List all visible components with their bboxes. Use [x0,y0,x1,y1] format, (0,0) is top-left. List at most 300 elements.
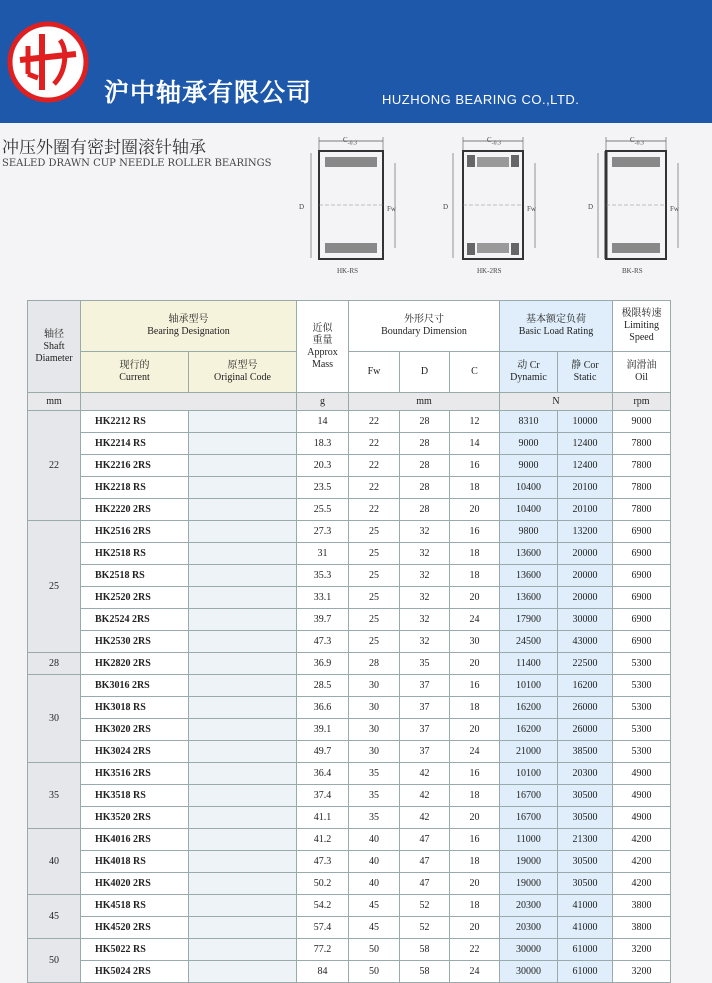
cell-d: 47 [400,829,450,851]
dim-c-label: $C_{-0.3}$ [343,136,357,147]
cell-mass: 50.2 [297,873,349,895]
cell-code: HK2216 2RS [81,455,189,477]
table-row [28,609,671,631]
cell-c: 20 [450,917,500,939]
shaft-diameter-cell: 28 [28,653,81,675]
cell-cr: 10100 [500,763,558,785]
cell-fw: 28 [349,653,400,675]
cell-oil: 4200 [613,873,671,895]
cell-oil: 6900 [613,521,671,543]
cell-c: 18 [450,543,500,565]
cell-code: HK2530 2RS [81,631,189,653]
cell-d: 28 [400,499,450,521]
cell-d: 52 [400,917,450,939]
cell-d: 47 [400,873,450,895]
cell-d: 28 [400,455,450,477]
cell-code: HK4520 2RS [81,917,189,939]
table-row [28,521,671,543]
table-row [28,719,671,741]
cell-cor: 20000 [558,587,613,609]
cell-c: 22 [450,939,500,961]
cell-code: HK2516 2RS [81,521,189,543]
cell-oil: 3800 [613,917,671,939]
cell-fw: 45 [349,917,400,939]
cell-cor: 22500 [558,653,613,675]
cell-fw: 30 [349,675,400,697]
cell-fw: 30 [349,719,400,741]
cell-mass: 33.1 [297,587,349,609]
cell-cor: 30000 [558,609,613,631]
cell-mass: 35.3 [297,565,349,587]
cell-d: 28 [400,433,450,455]
cell-cor: 30500 [558,807,613,829]
cell-code: HK2220 2RS [81,499,189,521]
dim-fw-label: Fw [527,205,536,213]
cell-oil: 9000 [613,411,671,433]
cell-fw: 35 [349,763,400,785]
cell-fw: 35 [349,807,400,829]
header-mass: 近似 重量 Approx Mass [297,301,349,393]
cell-original [189,917,297,939]
shaft-diameter-cell: 50 [28,939,81,983]
cell-cor: 21300 [558,829,613,851]
cell-code: HK2820 2RS [81,653,189,675]
cell-oil: 7800 [613,499,671,521]
cell-d: 58 [400,939,450,961]
cell-mass: 49.7 [297,741,349,763]
cell-oil: 4900 [613,785,671,807]
dim-c-label: $C_{-0.3}$ [487,136,501,147]
cell-d: 42 [400,807,450,829]
cell-original [189,785,297,807]
dim-c-label: $C_{-0.3}$ [630,136,644,147]
cell-code: HK3020 2RS [81,719,189,741]
cell-c: 18 [450,697,500,719]
cell-fw: 25 [349,543,400,565]
cell-code: HK3018 RS [81,697,189,719]
cell-mass: 20.3 [297,455,349,477]
cell-cr: 10400 [500,499,558,521]
cell-fw: 40 [349,851,400,873]
cell-mass: 39.1 [297,719,349,741]
cell-fw: 50 [349,961,400,983]
table-row [28,499,671,521]
cell-oil: 5300 [613,697,671,719]
cell-original [189,851,297,873]
cell-cor: 12400 [558,433,613,455]
cell-original [189,719,297,741]
unit-load: N [500,393,613,411]
header-boundary: 外形尺寸 Boundary Dimension [349,301,500,352]
dim-d-label: D [299,203,305,211]
header-designation: 轴承型号 Bearing Designation [81,301,297,352]
cell-mass: 41.2 [297,829,349,851]
header-banner [0,0,712,123]
cell-c: 20 [450,873,500,895]
cell-fw: 22 [349,433,400,455]
cell-oil: 3200 [613,961,671,983]
cell-cr: 16200 [500,719,558,741]
table-row [28,477,671,499]
cell-cor: 20300 [558,763,613,785]
cell-cor: 30500 [558,851,613,873]
table-row [28,939,671,961]
cell-cr: 9000 [500,433,558,455]
cell-code: HK2520 2RS [81,587,189,609]
cell-original [189,697,297,719]
cell-cr: 13600 [500,565,558,587]
cell-cor: 20000 [558,565,613,587]
cell-c: 12 [450,411,500,433]
cell-original [189,675,297,697]
cell-c: 20 [450,499,500,521]
cell-code: HK3520 2RS [81,807,189,829]
cell-cor: 26000 [558,719,613,741]
cell-cor: 12400 [558,455,613,477]
cell-original [189,499,297,521]
cell-cor: 61000 [558,939,613,961]
cell-cr: 16700 [500,785,558,807]
cell-c: 20 [450,807,500,829]
cell-cor: 20100 [558,499,613,521]
cell-mass: 23.5 [297,477,349,499]
dim-fw-label: Fw [387,205,396,213]
cell-oil: 6900 [613,587,671,609]
cell-mass: 37.4 [297,785,349,807]
cell-cr: 11400 [500,653,558,675]
cell-original [189,939,297,961]
bearing-drawing [447,133,557,281]
cell-mass: 41.1 [297,807,349,829]
cell-cor: 61000 [558,961,613,983]
table-row [28,411,671,433]
cell-oil: 4200 [613,829,671,851]
table-row [28,675,671,697]
company-name-en: HUZHONG BEARING CO.,LTD. [382,92,580,107]
cell-d: 32 [400,587,450,609]
cell-cr: 9800 [500,521,558,543]
diagram-caption: HK-2RS [477,267,502,275]
cell-c: 16 [450,675,500,697]
cell-oil: 6900 [613,609,671,631]
cell-oil: 5300 [613,653,671,675]
dim-d-label: D [443,203,449,211]
dim-d-label: D [588,203,594,211]
cell-c: 18 [450,565,500,587]
table-row [28,961,671,983]
cell-fw: 22 [349,499,400,521]
table-row [28,763,671,785]
cell-c: 16 [450,829,500,851]
cell-c: 30 [450,631,500,653]
cell-c: 24 [450,741,500,763]
cell-code: HK3024 2RS [81,741,189,763]
cell-oil: 7800 [613,477,671,499]
table-row [28,697,671,719]
cell-cor: 43000 [558,631,613,653]
cell-original [189,521,297,543]
cell-cor: 30500 [558,873,613,895]
table-row [28,785,671,807]
shaft-diameter-cell: 45 [28,895,81,939]
cell-fw: 45 [349,895,400,917]
cell-d: 28 [400,477,450,499]
cell-cor: 41000 [558,917,613,939]
cell-original [189,587,297,609]
table-row [28,807,671,829]
cell-d: 37 [400,675,450,697]
cell-code: HK3518 RS [81,785,189,807]
cell-cor: 13200 [558,521,613,543]
cell-code: BK2518 RS [81,565,189,587]
cell-original [189,741,297,763]
cell-fw: 25 [349,565,400,587]
header-current: 现行的 Current [81,352,189,393]
cell-cr: 16200 [500,697,558,719]
cell-mass: 28.5 [297,675,349,697]
cell-cor: 41000 [558,895,613,917]
cell-oil: 6900 [613,631,671,653]
cell-original [189,477,297,499]
cell-d: 35 [400,653,450,675]
cell-d: 32 [400,609,450,631]
company-name-cn: 沪中轴承有限公司 [104,78,313,107]
diagram-hk-rs [297,133,407,281]
cell-code: HK4020 2RS [81,873,189,895]
header-c: C [450,352,500,393]
cell-code: HK4016 2RS [81,829,189,851]
diagram-hk-2rs [443,133,557,281]
cell-code: BK2524 2RS [81,609,189,631]
cell-code: HK2218 RS [81,477,189,499]
unit-mass: g [297,393,349,411]
cell-c: 18 [450,851,500,873]
cell-original [189,411,297,433]
header-cr: 动 Cr Dynamic [500,352,558,393]
cell-oil: 4200 [613,851,671,873]
cell-original [189,609,297,631]
cell-d: 37 [400,719,450,741]
cell-code: HK3516 2RS [81,763,189,785]
header-speed: 极限转速 Limiting Speed [613,301,671,352]
shaft-diameter-cell: 30 [28,675,81,763]
cell-fw: 40 [349,829,400,851]
cell-d: 42 [400,763,450,785]
header-d: D [400,352,450,393]
cell-code: BK3016 2RS [81,675,189,697]
page-title-en: SEALED DRAWN CUP NEEDLE ROLLER BEARINGS [2,158,272,169]
cell-d: 42 [400,785,450,807]
cell-cr: 30000 [500,939,558,961]
cell-code: HK5024 2RS [81,961,189,983]
cell-cor: 20100 [558,477,613,499]
table-row [28,917,671,939]
cell-oil: 5300 [613,719,671,741]
cell-c: 16 [450,455,500,477]
cell-cr: 20300 [500,917,558,939]
cell-fw: 30 [349,697,400,719]
cell-cr: 20300 [500,895,558,917]
cell-original [189,455,297,477]
cell-oil: 6900 [613,543,671,565]
cell-mass: 54.2 [297,895,349,917]
cell-oil: 6900 [613,565,671,587]
table-row [28,565,671,587]
cell-fw: 40 [349,873,400,895]
table-row [28,433,671,455]
cell-oil: 5300 [613,741,671,763]
cell-original [189,763,297,785]
shaft-diameter-cell: 35 [28,763,81,829]
cell-code: HK2212 RS [81,411,189,433]
cell-original [189,961,297,983]
diagram-bk-rs [588,133,704,281]
cell-c: 20 [450,587,500,609]
cell-original [189,653,297,675]
diagram-caption: HK-RS [337,267,359,275]
cell-mass: 57.4 [297,917,349,939]
cell-cr: 21000 [500,741,558,763]
table-row [28,587,671,609]
cell-d: 47 [400,851,450,873]
cell-oil: 4900 [613,807,671,829]
unit-shaft: mm [28,393,81,411]
cell-fw: 25 [349,587,400,609]
cell-mass: 84 [297,961,349,983]
cell-d: 37 [400,741,450,763]
cell-cor: 16200 [558,675,613,697]
header-cor: 静 Cor Static [558,352,613,393]
cell-d: 32 [400,565,450,587]
cell-fw: 25 [349,631,400,653]
page-title-cn: 冲压外圈有密封圈滚针轴承 [2,138,206,158]
cell-fw: 30 [349,741,400,763]
cell-cor: 26000 [558,697,613,719]
cell-oil: 3800 [613,895,671,917]
cell-cr: 9000 [500,455,558,477]
cell-cr: 24500 [500,631,558,653]
cell-d: 37 [400,697,450,719]
cell-c: 14 [450,433,500,455]
cell-oil: 7800 [613,455,671,477]
header-fw: Fw [349,352,400,393]
bearing-spec-table [27,300,671,983]
cell-original [189,829,297,851]
cell-fw: 22 [349,455,400,477]
cell-mass: 27.3 [297,521,349,543]
cell-d: 52 [400,895,450,917]
cell-mass: 36.4 [297,763,349,785]
cell-d: 32 [400,631,450,653]
cell-c: 24 [450,961,500,983]
cell-c: 20 [450,653,500,675]
cell-cr: 11000 [500,829,558,851]
cell-mass: 14 [297,411,349,433]
cell-c: 18 [450,895,500,917]
cell-cr: 17900 [500,609,558,631]
cell-fw: 35 [349,785,400,807]
cell-d: 28 [400,411,450,433]
table-row [28,895,671,917]
cell-oil: 4900 [613,763,671,785]
cell-cor: 38500 [558,741,613,763]
table-row [28,741,671,763]
unit-speed: rpm [613,393,671,411]
shaft-diameter-cell: 25 [28,521,81,653]
cell-cor: 30500 [558,785,613,807]
cell-code: HK2518 RS [81,543,189,565]
cell-fw: 50 [349,939,400,961]
bearing-drawing [594,133,704,281]
cell-mass: 25.5 [297,499,349,521]
cell-mass: 36.9 [297,653,349,675]
cell-original [189,807,297,829]
diagram-caption: BK-RS [622,267,643,275]
header-oil: 润滑油 Oil [613,352,671,393]
cell-cr: 13600 [500,543,558,565]
cell-original [189,565,297,587]
shaft-diameter-cell: 40 [28,829,81,895]
cell-code: HK4518 RS [81,895,189,917]
unit-designation [81,393,297,411]
cell-mass: 47.3 [297,851,349,873]
cell-mass: 36.6 [297,697,349,719]
cell-original [189,433,297,455]
cell-d: 32 [400,543,450,565]
cell-fw: 25 [349,521,400,543]
table-row [28,873,671,895]
table-row [28,631,671,653]
cell-c: 18 [450,477,500,499]
cell-cr: 16700 [500,807,558,829]
header-original: 原型号 Original Code [189,352,297,393]
table-row [28,455,671,477]
cell-d: 32 [400,521,450,543]
cell-cor: 10000 [558,411,613,433]
cell-original [189,631,297,653]
cell-code: HK4018 RS [81,851,189,873]
cell-cr: 10400 [500,477,558,499]
cell-cr: 19000 [500,873,558,895]
cell-original [189,873,297,895]
units-row [28,393,671,411]
cell-cr: 30000 [500,961,558,983]
cell-code: HK5022 RS [81,939,189,961]
cell-cr: 8310 [500,411,558,433]
cell-c: 18 [450,785,500,807]
cell-cr: 13600 [500,587,558,609]
cell-cr: 10100 [500,675,558,697]
shaft-diameter-cell: 22 [28,411,81,521]
cell-mass: 18.3 [297,433,349,455]
cell-fw: 22 [349,477,400,499]
cell-oil: 7800 [613,433,671,455]
cell-original [189,543,297,565]
dim-fw-label: Fw [670,205,679,213]
table-row [28,851,671,873]
unit-dim: mm [349,393,500,411]
cell-fw: 22 [349,411,400,433]
cell-c: 16 [450,763,500,785]
table-row [28,829,671,851]
table-row [28,543,671,565]
company-logo [6,20,90,104]
cell-mass: 77.2 [297,939,349,961]
cell-oil: 3200 [613,939,671,961]
cell-code: HK2214 RS [81,433,189,455]
cell-mass: 39.7 [297,609,349,631]
cell-mass: 31 [297,543,349,565]
